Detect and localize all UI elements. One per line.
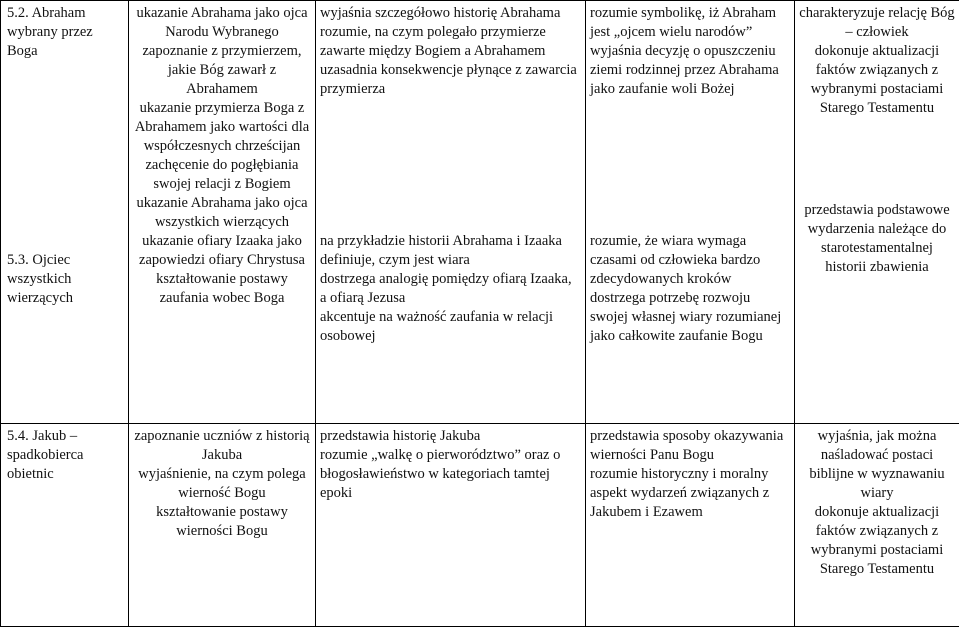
table-row <box>1 424 959 627</box>
list-item: wyjaśnienie, na czym polega wierność Bogu <box>138 466 306 501</box>
list-item: zapoznanie uczniów z historią Jakuba <box>134 428 310 463</box>
list-item: ukazanie Abrahama jako ojca Narodu Wybranego <box>136 5 308 40</box>
list-item: rozumie, na czym polegało przymierze zawarte między Bogiem a Abrahamem <box>320 24 546 59</box>
requirements-basic-cell <box>316 424 586 627</box>
list-item: dokonuje aktualizacji faktów związanych z wybranymi postaciami Starego Testamentu <box>810 43 944 116</box>
list-item: wyjaśnia decyzję o opuszczeniu ziemi rodzinnej przez Abrahama jako zaufanie woli Bożej <box>590 43 779 97</box>
list-item: rozumie symbolikę, iż Abraham jest „ojcem wielu narodów” <box>590 5 777 40</box>
list-item: rozumie, że wiara wymaga czasami od człowieka bardzo zdecydowanych kroków <box>590 233 761 287</box>
content-cell <box>129 424 316 627</box>
list-item: akcentuje na ważność zaufania w relacji osobowej <box>320 309 554 344</box>
list-item: ukazanie przymierza Boga z Abrahamem jako wartości dla współczesnych chrześcijan <box>134 100 310 154</box>
list-item: kształtowanie postawy zaufania wobec Boga <box>156 271 288 306</box>
list-item: na przykładzie historii Abrahama i Izaaka definiuje, czym jest wiara <box>320 233 562 268</box>
requirements-extended-cell <box>586 424 795 627</box>
list-item: przedstawia historię Jakuba <box>320 428 481 444</box>
list-item: rozumie „walkę o pierworództwo” oraz o błogosławieństwo w kategoriach tamtej epoki <box>320 447 561 501</box>
list-item: rozumie historyczny i moralny aspekt wydarzeń związanych z Jakubem i Ezawem <box>590 466 770 520</box>
requirements-full-cell <box>795 1 959 424</box>
requirements-basic-cell <box>316 1 586 424</box>
list-item: wyjaśnia, jak można naśladować postaci biblijne w wyznawaniu wiary <box>809 428 945 501</box>
list-item: zachęcenie do pogłębiania swojej relacji z Bogiem <box>145 157 299 192</box>
list-item: dokonuje aktualizacji faktów związanych z wybranymi postaciami Starego Testamentu <box>810 504 944 577</box>
list-item: przedstawia sposoby okazywania wierności Panu Bogu <box>590 428 784 463</box>
requirements-extended-cell <box>586 1 795 424</box>
content-cell <box>129 1 316 424</box>
list-item: ukazanie Abrahama jako ojca wszystkich wierzących <box>136 195 308 230</box>
requirements-full-cell <box>795 424 959 627</box>
topic-cell <box>1 424 129 627</box>
list-item: dostrzega potrzebę rozwoju swojej własnej wiary rozumianej jako całkowite zaufanie Bogu <box>590 290 782 344</box>
topic-title: 5.2. Abraham wybrany przez Boga <box>7 5 93 59</box>
list-item: zapoznanie z przymierzem, jakie Bóg zawarł z Abrahamem <box>142 43 302 97</box>
topic-title: 5.4. Jakub – spadkobierca obietnic <box>7 428 84 482</box>
list-item: dostrzega analogię pomiędzy ofiarą Izaaka, a ofiarą Jezusa <box>320 271 572 306</box>
topic-title: 5.3. Ojciec wszystkich wierzących <box>7 252 74 306</box>
list-item: uzasadnia konsekwencje płynące z zawarcia przymierza <box>320 62 577 97</box>
list-item: przedstawia podstawowe wydarzenia należące do starotestamentalnej historii zbawienia <box>804 202 950 275</box>
list-item: kształtowanie postawy wierności Bogu <box>156 504 288 539</box>
list-item: charakteryzuje relację Bóg – człowiek <box>799 5 955 40</box>
table-row <box>1 1 959 424</box>
topic-cell <box>1 1 129 424</box>
list-item: wyjaśnia szczegółowo historię Abrahama <box>320 5 561 21</box>
list-item: ukazanie ofiary Izaaka jako zapowiedzi ofiary Chrystusa <box>139 233 305 268</box>
